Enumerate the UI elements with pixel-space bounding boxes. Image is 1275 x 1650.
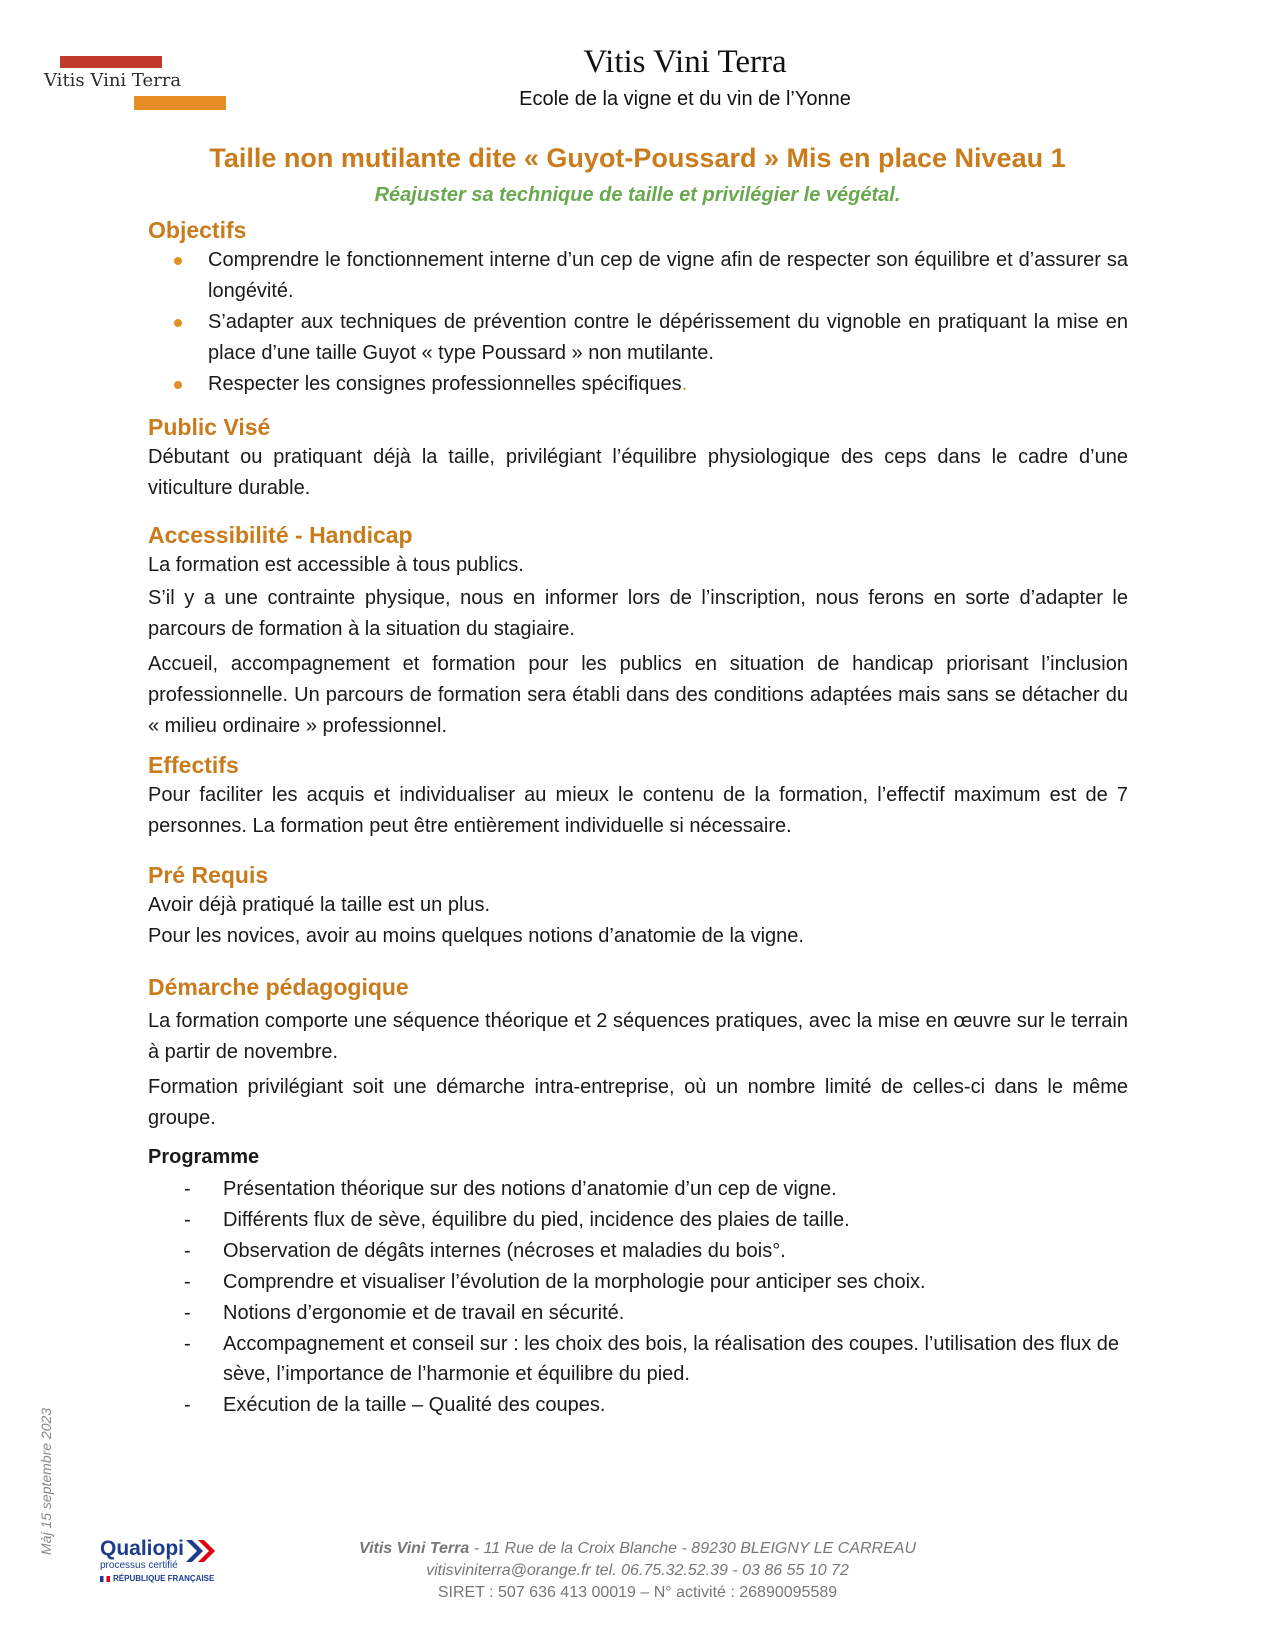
qualiopi-subtitle: processus certifié [100, 1560, 178, 1571]
header-subtitle: Ecole de la vigne et du vin de l’Yonne [519, 88, 851, 110]
republique-francaise: RÉPUBLIQUE FRANÇAISE [100, 1572, 230, 1586]
page-title: Taille non mutilante dite « Guyot-Poussard » Mis en place Niveau 1 [209, 143, 1066, 173]
list-item: - Exécution de la taille – Qualité des coupes. [184, 1394, 606, 1416]
footer-org: Vitis Vini Terra [359, 1540, 470, 1557]
accessibilite-p3: Accueil, accompagnement et formation pour les publics en situation de handicap priorisant l’inclusion professionnelle. Un parcours de formation sera établi dans des conditions adaptées mais sans se détacher du « milieu ordinaire » professionnel. [148, 653, 1128, 737]
prerequis-p1: Avoir déjà pratiqué la taille est un plus. [148, 894, 491, 916]
demarche-p1: La formation comporte une séquence théorique et 2 séquences pratiques, avec la mise en œuvre sur le terrain à partir de novembre. [148, 1010, 1128, 1063]
accessibilite-p2: S’il y a une contrainte physique, nous en informer lors de l’inscription, nous ferons en sorte d’adapter le parcours de formation à la situation du stagiaire. [148, 587, 1128, 640]
logo-text: Vitis Vini Terra [44, 70, 182, 91]
tagline: Réajuster sa technique de taille et privilégier le végétal. [374, 184, 901, 206]
list-item: - Notions d’ergonomie et de travail en sécurité. [184, 1302, 625, 1324]
demarche-p2: Formation privilégiant soit une démarche intra-entreprise, où un nombre limité de celles-ci dans le même groupe. [148, 1076, 1128, 1129]
footer-address: - 11 Rue de la Croix Blanche - 89230 BLEIGNY LE CARREAU [469, 1540, 916, 1557]
prerequis-p2: Pour les novices, avoir au moins quelques notions d’anatomie de la vigne. [148, 925, 804, 947]
public-title: Public Visé [148, 414, 271, 440]
header-title: Vitis Vini Terra [583, 44, 787, 80]
list-item: - Observation de dégâts internes (nécroses et maladies du bois°. [184, 1240, 786, 1262]
objectifs-title: Objectifs [148, 217, 247, 243]
list-item: - Comprendre et visualiser l’évolution de la morphologie pour anticiper ses choix. [184, 1271, 926, 1293]
programme-list [148, 1174, 1128, 1420]
list-item: S’adapter aux techniques de prévention contre le dépérissement du vignoble en pratiquant la mise en place d’une taille Guyot « type Poussard » non mutilante. [148, 307, 1128, 369]
bullet-icon [174, 319, 182, 327]
list-item: - Accompagnement et conseil sur : les choix des bois, la réalisation des coupes. l’utilisation des flux de sève, l’importance de l’harmonie et équilibre du pied. [184, 1333, 1120, 1385]
effectifs-text: Pour faciliter les acquis et individualiser au mieux le contenu de la formation, l’effectif maximum est de 7 personnes. La formation peut être entièrement individuelle si nécessaire. [148, 784, 1128, 837]
bullet-icon [174, 381, 182, 389]
footer-siret: SIRET : 507 636 413 00019 – N° activité : 26890095589 [437, 1584, 838, 1601]
list-item: Comprendre le fonctionnement interne d’un cep de vigne afin de respecter son équilibre et d’assurer sa longévité. [148, 245, 1128, 307]
accessibilite-title: Accessibilité - Handicap [148, 522, 413, 548]
accessibilite-p1: La formation est accessible à tous publics. [148, 554, 524, 576]
qualiopi-name: Qualiopi [100, 1537, 184, 1560]
effectifs-title: Effectifs [148, 752, 239, 778]
update-date: Màj 15 septembre 2023 [38, 1407, 54, 1555]
footer-contact: vitisviniterra@orange.fr tel. 06.75.32.52.39 - 03 86 55 10 72 [426, 1562, 849, 1579]
bullet-icon [174, 257, 182, 265]
document-body [148, 215, 1128, 1421]
list-item: Respecter les consignes professionnelles spécifiques. [148, 369, 1128, 400]
prerequis-title: Pré Requis [148, 862, 269, 888]
footer-address-line [0, 1538, 1275, 1560]
list-item: - Différents flux de sève, équilibre du pied, incidence des plaies de taille. [184, 1209, 850, 1231]
objectifs-list [148, 245, 1128, 400]
programme-title: Programme [148, 1146, 260, 1168]
list-item: - Présentation théorique sur des notions d’anatomie d’un cep de vigne. [184, 1178, 837, 1200]
public-text: Débutant ou pratiquant déjà la taille, privilégiant l’équilibre physiologique des ceps dans le cadre d’une viticulture durable. [148, 446, 1128, 499]
demarche-title: Démarche pédagogique [148, 974, 409, 1000]
footer [0, 1538, 1275, 1604]
